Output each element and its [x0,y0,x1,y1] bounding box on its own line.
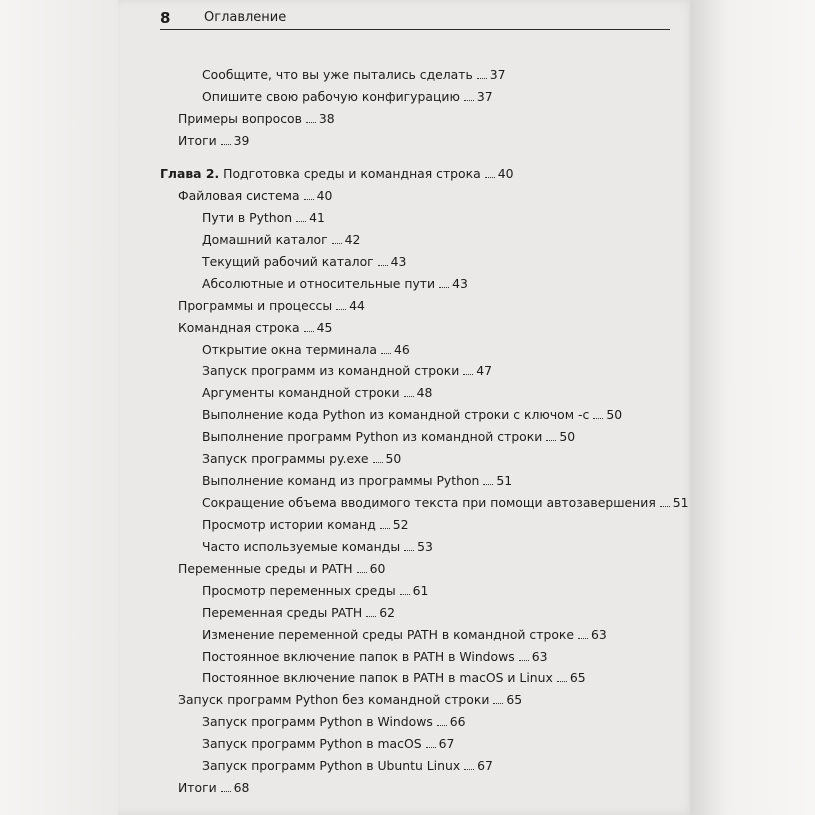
chapter-number: Глава 2. [160,166,220,181]
page-number: 8 [160,9,171,27]
page-edge [690,0,815,815]
page-gutter [0,0,118,815]
running-title: Оглавление [204,10,287,25]
running-header [160,7,670,30]
